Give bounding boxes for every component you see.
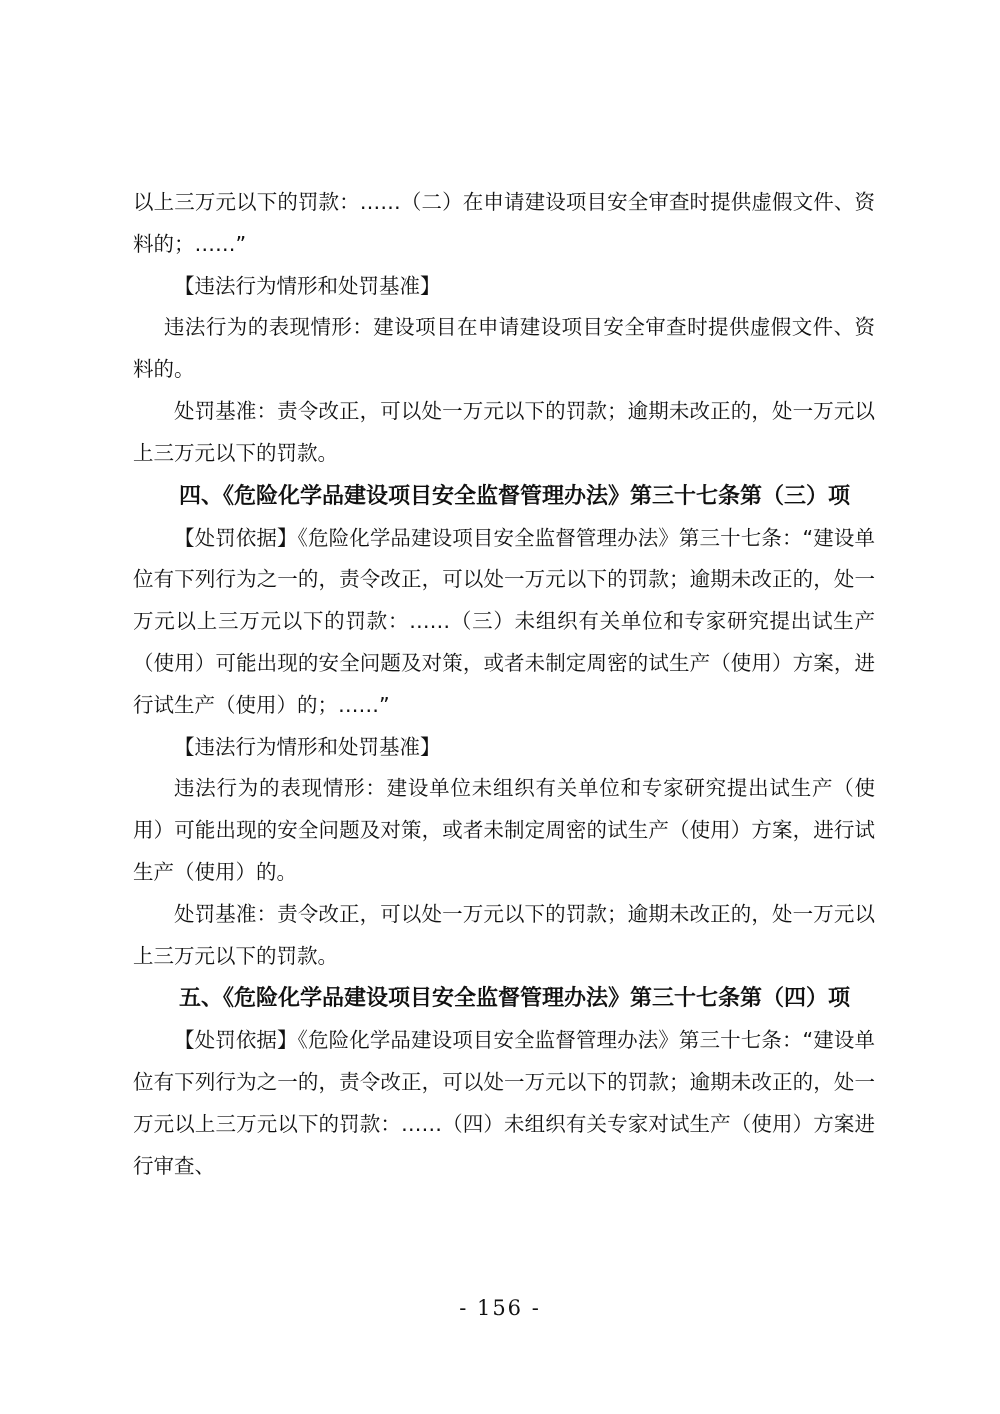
page-number: - 156 -: [459, 1296, 541, 1320]
paragraph-penalty-basis: 【处罚依据】《危险化学品建设项目安全监督管理办法》第三十七条：“建设单位有下列行为之一的，责令改正，可以处一万元以下的罚款；逾期未改正的，处一万元以上三万元以下的罚款：……（三）未组织有关单位和专家研究提出试生产（使用）可能出现的安全问题及对策，或者未制定周密的试生产（使用）方案，进行试生产（使用）的；……”: [133, 525, 875, 717]
paragraph-violation-description: 违法行为的表现情形：建设项目在申请建设项目安全审查时提供虚假文件、资料的。: [133, 315, 875, 382]
paragraph-continuation: 以上三万元以下的罚款：……（二）在申请建设项目安全审查时提供虚假文件、资料的；……”: [133, 190, 875, 256]
section-heading-five: 五、《危险化学品建设项目安全监督管理办法》第三十七条第（四）项: [179, 985, 851, 1012]
section-label-violation-standard: 【违法行为情形和处罚基准】: [174, 273, 441, 298]
paragraph-penalty-standard: 处罚基准：责令改正，可以处一万元以下的罚款；逾期未改正的，处一万元以上三万元以下的罚款。: [133, 398, 875, 465]
paragraph-penalty-standard: 处罚基准：责令改正，可以处一万元以下的罚款；逾期未改正的，处一万元以上三万元以下的罚款。: [133, 901, 875, 968]
paragraph-penalty-basis: 【处罚依据】《危险化学品建设项目安全监督管理办法》第三十七条：“建设单位有下列行为之一的，责令改正，可以处一万元以下的罚款；逾期未改正的，处一万元以上三万元以下的罚款：……（四）未组织有关专家对试生产（使用）方案进行审查、: [133, 1028, 875, 1178]
paragraph-violation-description: 违法行为的表现情形：建设单位未组织有关单位和专家研究提出试生产（使用）可能出现的安全问题及对策，或者未制定周密的试生产（使用）方案，进行试生产（使用）的。: [133, 776, 875, 884]
page-content: [133, 182, 875, 1188]
section-label-violation-standard: 【违法行为情形和处罚基准】: [174, 734, 441, 759]
section-heading-four: 四、《危险化学品建设项目安全监督管理办法》第三十七条第（三）项: [179, 482, 851, 509]
